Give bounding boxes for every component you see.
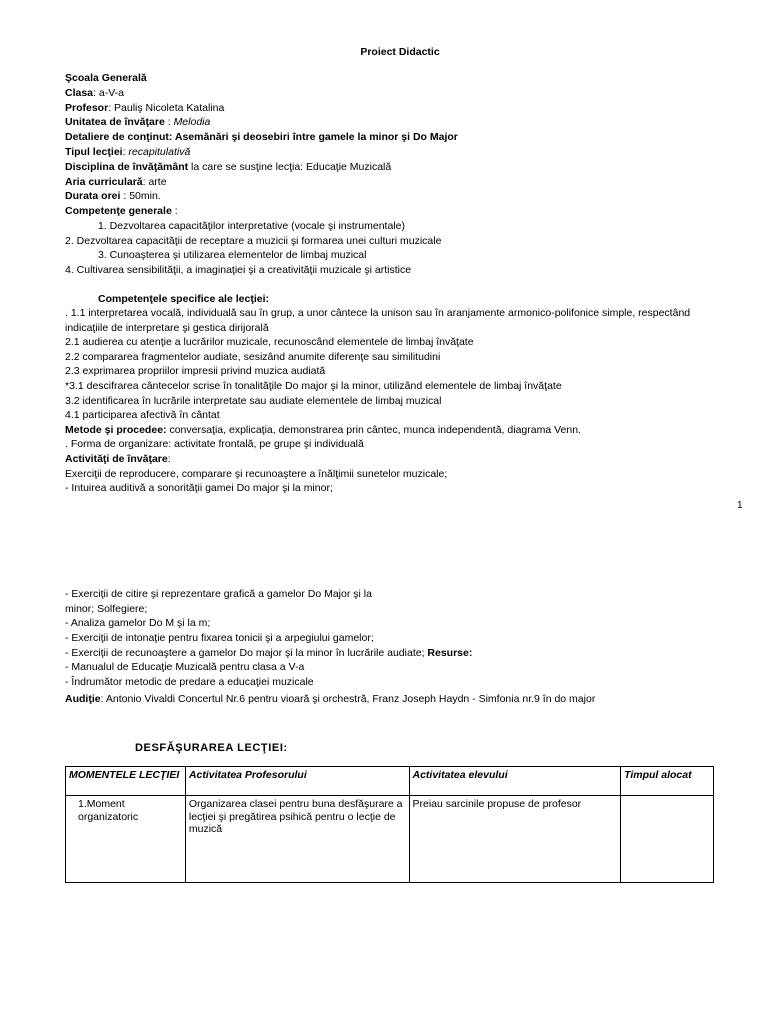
header-teacher-activity: Activitatea Profesorului: [185, 767, 409, 796]
specific-item: 4.1 participarea afectivă în cântat: [65, 409, 220, 421]
activity-item: - Exerciţii de recunoaştere a gamelor Do major şi la minor în lucrările audiate; Resurse:: [65, 647, 473, 659]
cell-moment: 1.Moment organizatoric: [66, 796, 186, 883]
activity-item: Exerciţii de reproducere, comparare şi recunoaştere a înălţimii sunetelor muzicale;: [65, 468, 448, 480]
document-title: Proiect Didactic: [360, 46, 440, 58]
resource-item: - Manualul de Educaţie Muzicală pentru clasa a V-a: [65, 661, 305, 673]
specific-item: 3.2 identificarea în lucrările interpretate sau audiate elementele de limbaj muzical: [65, 395, 442, 407]
duration-line: Durata orei : 50min.: [65, 190, 161, 202]
specific-item: indicaţiile de interpretare şi gestica dirijorală: [65, 322, 269, 334]
cell-time: [621, 796, 714, 883]
organization-line: . Forma de organizare: activitate frontală, pe grupe şi individuală: [65, 438, 364, 450]
general-item: 2. Dezvoltarea capacităţii de receptare a muzicii şi formarea unei culturi muzicale: [65, 235, 442, 247]
methods-line: Metode şi procedee: conversaţia, explicaţia, demonstrarea prin cântec, munca independentă, diagrama Venn.: [65, 424, 581, 436]
class-line: Clasa: a-V-a: [65, 87, 124, 99]
general-competences-heading: Competenţe generale :: [65, 205, 178, 217]
header-moments: MOMENTELE LECŢIEI: [66, 767, 186, 796]
specific-competences-heading: Competenţele specifice ale lecţiei:: [98, 293, 269, 305]
activity-item: - Exerciţii de intonaţie pentru fixarea tonicii şi a arpegiului gamelor;: [65, 632, 374, 644]
lesson-section-title: DESFĂŞURAREA LECŢIEI:: [135, 742, 288, 754]
specific-item: 2.3 exprimarea propriilor impresii privind muzica audiată: [65, 365, 326, 377]
table-row: [66, 796, 714, 883]
table-header-row: [66, 767, 714, 796]
teacher-line: Profesor: Pauliş Nicoleta Katalina: [65, 102, 225, 114]
unit-line: Unitatea de învăţare : Melodia: [65, 116, 211, 128]
resources-heading: Resurse:: [427, 647, 473, 659]
header-student-activity: Activitatea elevului: [409, 767, 621, 796]
activity-item: - Exerciţii de citire şi reprezentare grafică a gamelor Do Major şi la: [65, 588, 372, 600]
activity-item: - Analiza gamelor Do M şi la m;: [65, 617, 211, 629]
specific-item: 2.2 compararea fragmentelor audiate, sesizând anumite diferenţe sau similitudini: [65, 351, 441, 363]
school-line: Şcoala Generală: [65, 72, 147, 84]
activity-item: - Intuirea auditivă a sonorităţii gamei Do major şi la minor;: [65, 482, 333, 494]
general-item: 3. Cunoaşterea şi utilizarea elementelor de limbaj muzical: [98, 249, 367, 261]
cell-student-activity: Preiau sarcinile propuse de profesor: [409, 796, 621, 883]
lesson-type-line: Tipul lecţiei: recapitulativă: [65, 146, 191, 158]
content-line: Detaliere de conţinut: Asemănări şi deosebiri între gamele la minor şi Do Major: [65, 131, 458, 143]
page-number: 1: [737, 500, 743, 511]
discipline-line: Disciplina de învăţământ la care se susţine lecţia: Educaţie Muzicală: [65, 161, 392, 173]
audition-line: Audiţie: Antonio Vivaldi Concertul Nr.6 pentru vioară şi orchestră, Franz Joseph Haydn - Simfonia nr.9 în do major: [65, 693, 596, 705]
specific-item: 2.1 audierea cu atenţie a lucrărilor muzicale, recunoscând elementele de limbaj învăţate: [65, 336, 474, 348]
resource-item: - Îndrumător metodic de predare a educaţiei muzicale: [65, 676, 314, 688]
cell-teacher-activity: Organizarea clasei pentru buna desfăşurare a lecţiei şi pregătirea psihică pentru o lecţie de muzică: [185, 796, 409, 883]
activity-item: minor; Solfegiere;: [65, 603, 148, 615]
specific-item: . 1.1 interpretarea vocală, individuală sau în grup, a unor cântece la unison sau în aranjamente armonico-polifonice simple, respectând: [65, 307, 691, 319]
specific-item: *3.1 descifrarea cântecelor scrise în tonalităţile Do major şi la minor, utilizând elementele de limbaj învăţate: [65, 380, 562, 392]
general-item: 4. Cultivarea sensibilităţii, a imaginaţiei şi a creativităţii muzicale şi artistice: [65, 264, 412, 276]
area-line: Aria curriculară: arte: [65, 176, 167, 188]
lesson-plan-table: [65, 766, 714, 883]
general-item: 1. Dezvoltarea capacităţilor interpretative (vocale şi instrumentale): [98, 220, 405, 232]
header-time: Timpul alocat: [621, 767, 714, 796]
activities-heading: Activităţi de învăţare:: [65, 453, 171, 465]
